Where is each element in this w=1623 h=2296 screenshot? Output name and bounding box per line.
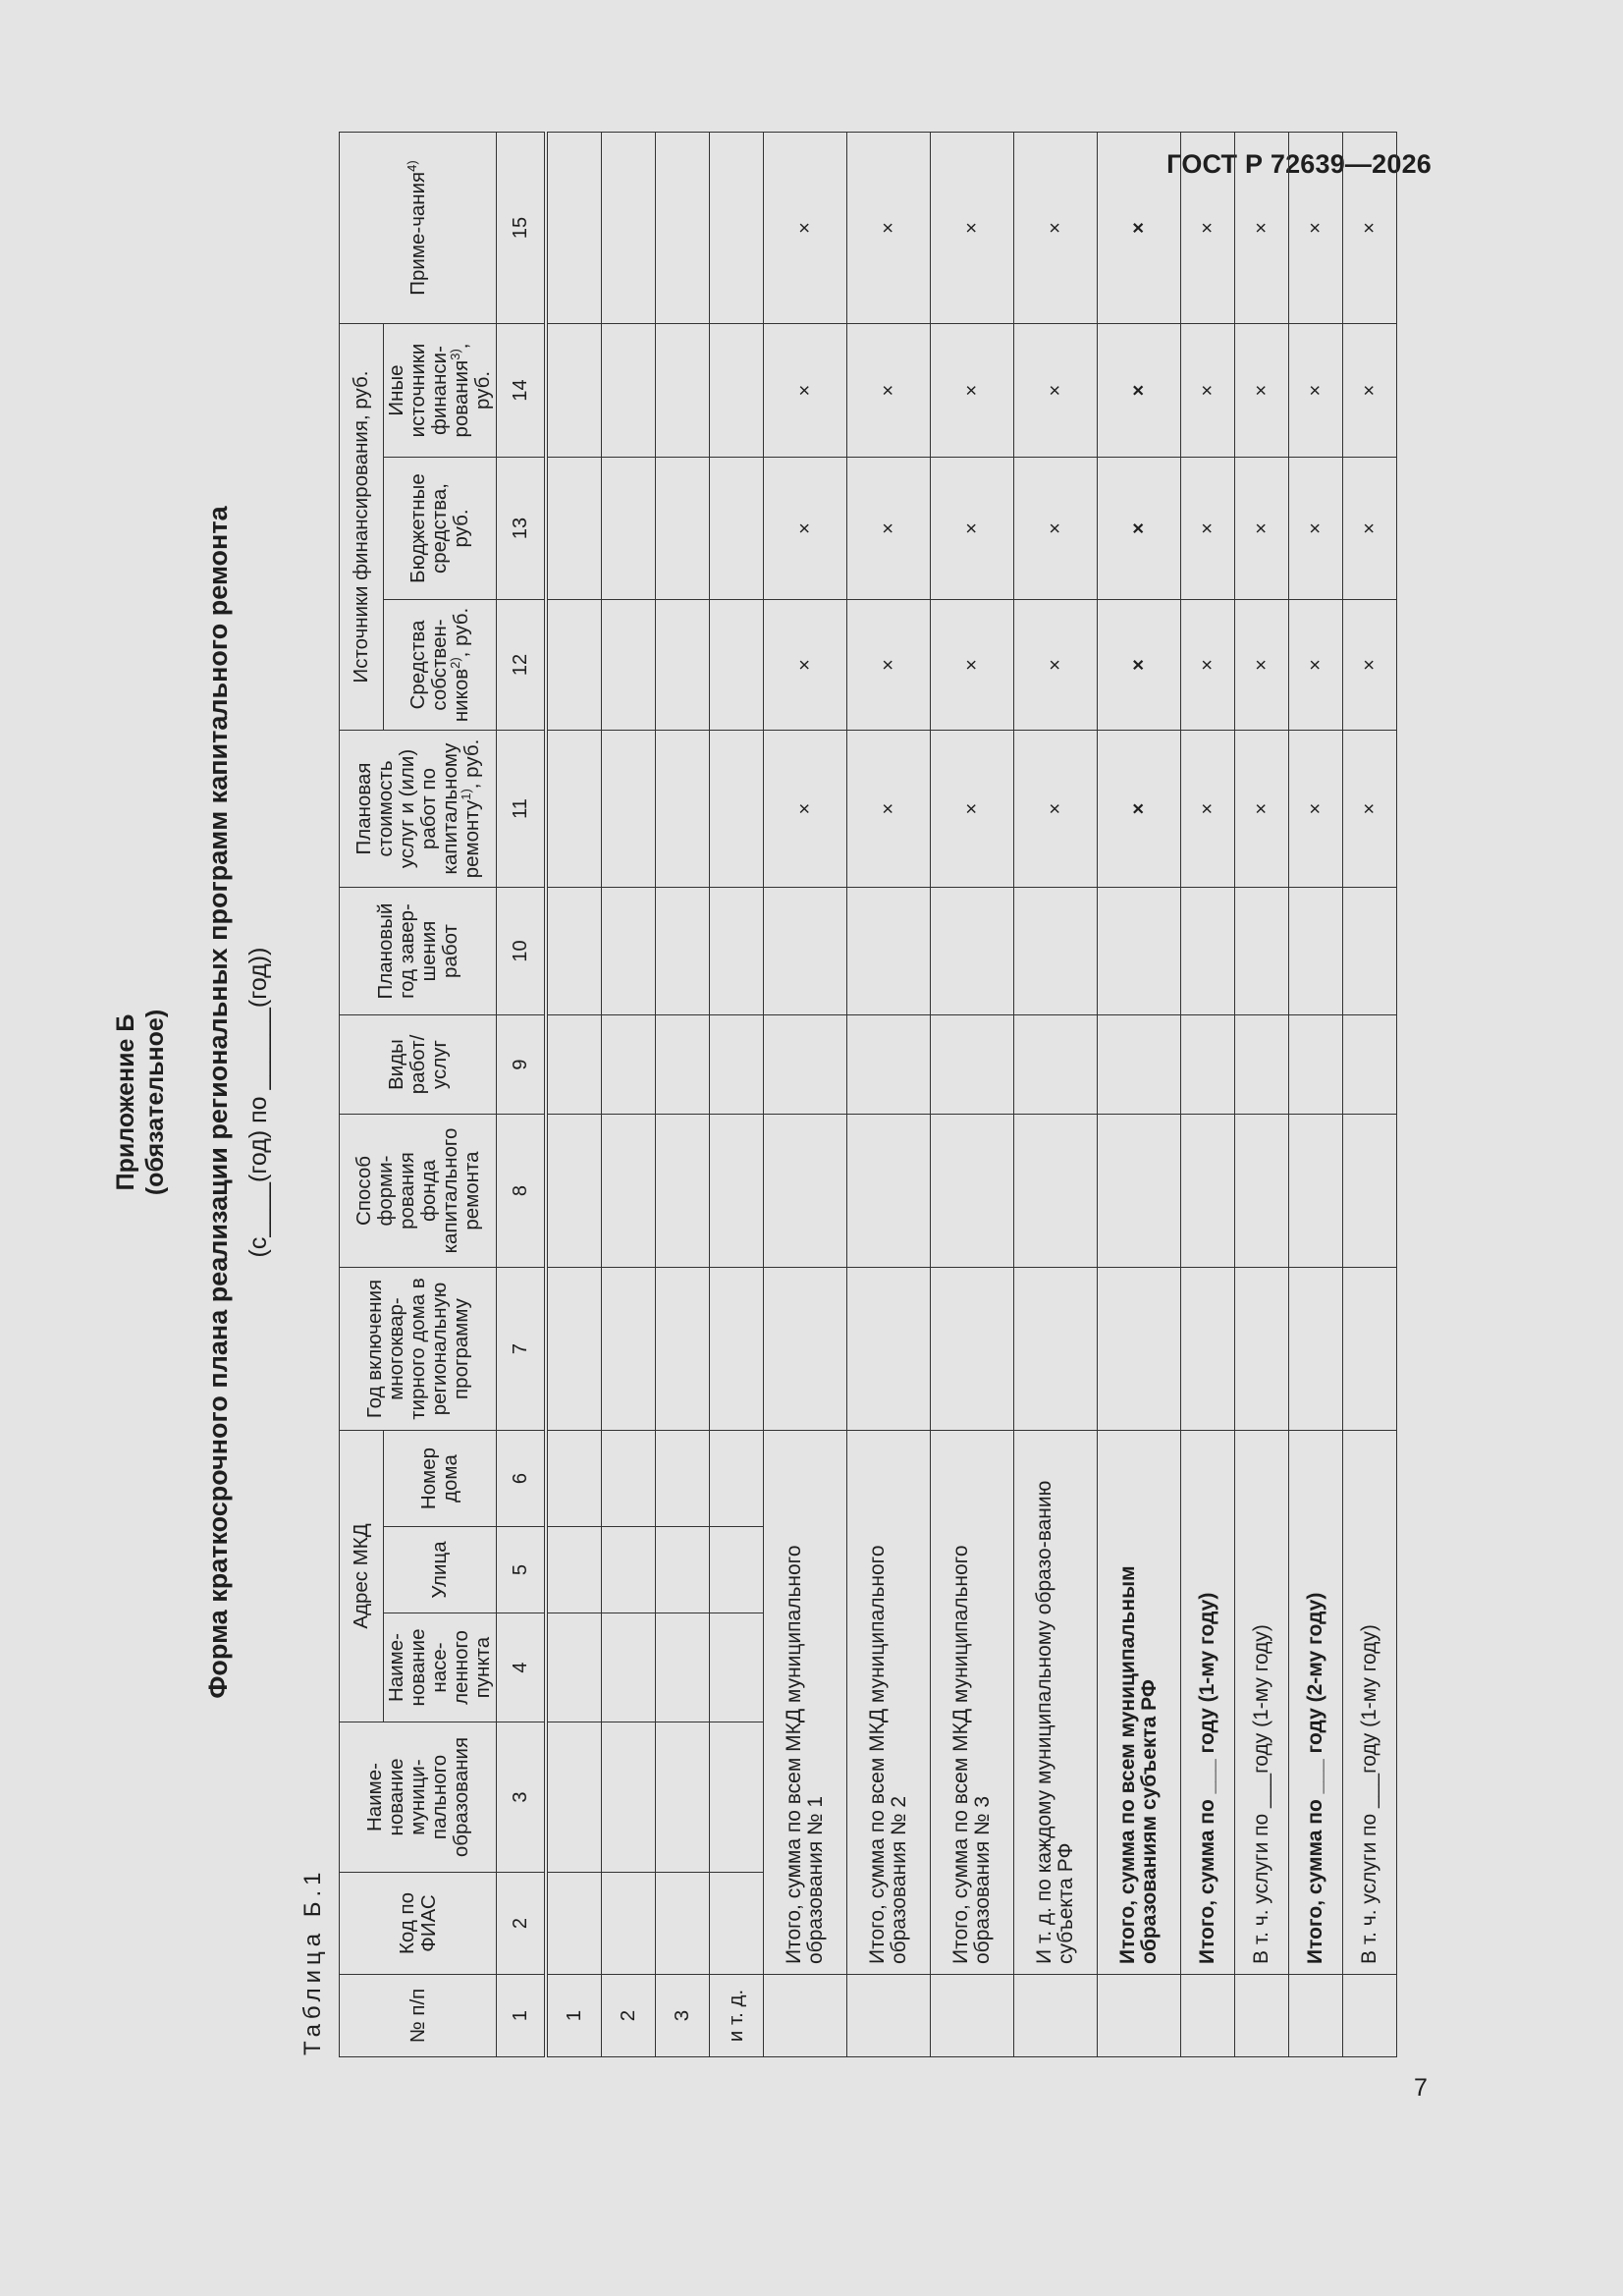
x-mark-cell: × (1289, 324, 1343, 458)
table-cell (931, 1115, 1014, 1268)
table-cell (1014, 1268, 1098, 1431)
table-cell (710, 600, 764, 731)
table-cell (1289, 1268, 1343, 1431)
table-cell (931, 1268, 1014, 1431)
table-cell (710, 1613, 764, 1722)
table-cell (602, 133, 656, 324)
table-cell (710, 1431, 764, 1527)
table-cell (656, 600, 710, 731)
table-cell (546, 731, 602, 888)
row-number-cell (1181, 1975, 1235, 2057)
table-cell (602, 1873, 656, 1975)
header-own-funds: Средства собствен-ников$^{2)}$, руб. (384, 600, 497, 731)
table-cell (656, 731, 710, 888)
table-cell (602, 600, 656, 731)
x-mark-cell: × (931, 133, 1014, 324)
table-cell (546, 458, 602, 600)
row-number-cell (1014, 1975, 1098, 2057)
appendix-note: (обязательное) (141, 1009, 169, 1196)
x-mark-cell: × (1343, 324, 1397, 458)
table-cell (1098, 1015, 1181, 1115)
summary-label: Итого, сумма по всем МКД муниципального образования № 2 (847, 1431, 931, 1975)
x-mark-cell: × (764, 600, 847, 731)
row-number-cell (1343, 1975, 1397, 2057)
x-mark-cell: × (847, 458, 931, 600)
table-cell (931, 888, 1014, 1015)
table-cell (602, 1115, 656, 1268)
table-cell (1181, 888, 1235, 1015)
row-number-cell (931, 1975, 1014, 2057)
x-mark-cell: × (1014, 458, 1098, 600)
table-cell (1235, 1015, 1289, 1115)
x-mark-cell: × (1014, 324, 1098, 458)
x-mark-cell: × (1235, 458, 1289, 600)
x-mark-cell: × (1343, 600, 1397, 731)
header-work-types: Виды работ/ услуг (340, 1015, 497, 1115)
table-cell (710, 458, 764, 600)
column-number-cell: 8 (497, 1115, 547, 1268)
table-row (710, 133, 764, 2057)
table-cell (1014, 1015, 1098, 1115)
column-number-cell: 3 (497, 1722, 547, 1873)
table-cell (656, 458, 710, 600)
x-mark-cell: × (1098, 133, 1181, 324)
row-number-cell (1289, 1975, 1343, 2057)
x-mark-cell: × (931, 731, 1014, 888)
header-notes: Приме-чания$^{4)}$ (340, 133, 497, 324)
x-mark-cell: × (1235, 731, 1289, 888)
table-cell (1235, 1268, 1289, 1431)
x-mark-cell: × (931, 458, 1014, 600)
summary-label: Итого, сумма по всем муниципальным образованиям субъекта РФ (1098, 1431, 1181, 1975)
summary-row (847, 133, 931, 2057)
x-mark-cell: × (764, 324, 847, 458)
summary-label: В т. ч. услуги по ___году (1-му году) (1343, 1431, 1397, 1975)
summary-label: Итого, сумма по всем МКД муниципального образования № 1 (764, 1431, 847, 1975)
table-cell (602, 731, 656, 888)
x-mark-cell: × (1014, 600, 1098, 731)
column-number-cell: 14 (497, 324, 547, 458)
table-cell (546, 1873, 602, 1975)
table-cell (546, 1115, 602, 1268)
x-mark-cell: × (847, 731, 931, 888)
table-cell (1014, 1115, 1098, 1268)
summary-label: Итого, сумма по ___ году (2-му году) (1289, 1431, 1343, 1975)
summary-row (1343, 133, 1397, 2057)
header-other: Иные источники финанси-рования$^{3)}$, руб. (384, 324, 497, 458)
x-mark-cell: × (764, 133, 847, 324)
table-cell (656, 1613, 710, 1722)
table-label: Таблица Б.1 (299, 1867, 326, 2055)
table-cell (656, 324, 710, 458)
table-cell (1235, 1115, 1289, 1268)
table-cell (710, 731, 764, 888)
rotated-content (103, 147, 1424, 2057)
summary-row (1098, 133, 1181, 2057)
plan-table (339, 132, 1397, 2057)
table-cell (656, 1873, 710, 1975)
table-cell (656, 1722, 710, 1873)
form-title: Форма краткосрочного плана реализации региональных программ капитального ремонта (203, 506, 233, 1699)
x-mark-cell: × (931, 324, 1014, 458)
x-mark-cell: × (1098, 458, 1181, 600)
header-street: Улица (384, 1527, 497, 1613)
table-cell (710, 1015, 764, 1115)
x-mark-cell: × (1343, 458, 1397, 600)
x-mark-cell: × (847, 324, 931, 458)
column-number-cell: 7 (497, 1268, 547, 1431)
table-cell (710, 324, 764, 458)
column-number-cell: 6 (497, 1431, 547, 1527)
table-cell (1343, 888, 1397, 1015)
table-cell (602, 888, 656, 1015)
x-mark-cell: × (1014, 731, 1098, 888)
header-plan-cost: Плановая стоимость услуг и (или) работ по капитальному ремонту$^{1)}$, руб. (340, 731, 497, 888)
table-cell (710, 1115, 764, 1268)
table-cell (546, 888, 602, 1015)
table-cell (710, 888, 764, 1015)
table-body (497, 133, 1397, 2057)
table-cell (1289, 1115, 1343, 1268)
x-mark-cell: × (1343, 133, 1397, 324)
table-cell (602, 1431, 656, 1527)
summary-row (1181, 133, 1235, 2057)
table-cell (602, 1722, 656, 1873)
header-settlement: Наиме-нование насе-ленного пункта (384, 1613, 497, 1722)
row-number-cell (847, 1975, 931, 2057)
header-year-included: Год включения многоквар-тирного дома в региональную программу (340, 1268, 497, 1431)
header-address-group: Адрес МКД (340, 1431, 384, 1722)
standard-designation: ГОСТ Р 72639—2026 (1166, 149, 1432, 179)
x-mark-cell: × (1289, 458, 1343, 600)
header-finance-group: Источники финансирования, руб. (340, 324, 384, 731)
x-mark-cell: × (1014, 133, 1098, 324)
summary-label: В т. ч. услуги по ___году (1-му году) (1235, 1431, 1289, 1975)
table-cell (602, 1268, 656, 1431)
table-cell (546, 1722, 602, 1873)
x-mark-cell: × (1181, 324, 1235, 458)
table-cell (546, 600, 602, 731)
table-cell (546, 1015, 602, 1115)
x-mark-cell: × (1098, 600, 1181, 731)
page-number: 7 (1414, 2074, 1428, 2102)
column-number-cell: 1 (497, 1975, 547, 2057)
header-budget: Бюджетные средства, руб. (384, 458, 497, 600)
row-number-cell (764, 1975, 847, 2057)
table-cell (656, 888, 710, 1015)
row-number-cell: 1 (546, 1975, 602, 2057)
summary-label: И т. д. по каждому муниципальному образо-ванию субъекта РФ (1014, 1431, 1098, 1975)
table-cell (710, 1268, 764, 1431)
x-mark-cell: × (847, 600, 931, 731)
table-cell (546, 324, 602, 458)
x-mark-cell: × (1343, 731, 1397, 888)
table-cell (847, 1115, 931, 1268)
table-cell (1181, 1115, 1235, 1268)
table-cell (656, 1527, 710, 1613)
table-cell (656, 1115, 710, 1268)
x-mark-cell: × (1289, 133, 1343, 324)
column-number-cell: 5 (497, 1527, 547, 1613)
header-municipality: Наиме-нование муници-пального образования (340, 1722, 497, 1873)
table-cell (602, 324, 656, 458)
table-cell (656, 1268, 710, 1431)
table-cell (710, 1527, 764, 1613)
header-fund-method: Способ форми-рования фонда капитального ремонта (340, 1115, 497, 1268)
x-mark-cell: × (1098, 731, 1181, 888)
row-number-cell: 2 (602, 1975, 656, 2057)
table-cell (847, 888, 931, 1015)
summary-label: Итого, сумма по всем МКД муниципального образования № 3 (931, 1431, 1014, 1975)
table-cell (1014, 888, 1098, 1015)
x-mark-cell: × (1235, 324, 1289, 458)
table-row (602, 133, 656, 2057)
table-cell (847, 1268, 931, 1431)
summary-row (931, 133, 1014, 2057)
table-cell (1098, 1268, 1181, 1431)
table-cell (656, 1431, 710, 1527)
row-number-cell (1098, 1975, 1181, 2057)
table-row (656, 133, 710, 2057)
column-number-row (497, 133, 547, 2057)
row-number-cell (1235, 1975, 1289, 2057)
row-number-cell: 3 (656, 1975, 710, 2057)
header-house: Номер дома (384, 1431, 497, 1527)
x-mark-cell: × (1181, 458, 1235, 600)
table-cell (710, 133, 764, 324)
table-cell (1098, 1115, 1181, 1268)
table-cell (710, 1722, 764, 1873)
table-cell (656, 133, 710, 324)
summary-row (764, 133, 847, 2057)
summary-row (1014, 133, 1098, 2057)
form-period: (с____(год) по ______(год)) (244, 947, 272, 1258)
x-mark-cell: × (1289, 731, 1343, 888)
x-mark-cell: × (1289, 600, 1343, 731)
summary-label: Итого, сумма по ___ году (1-му году) (1181, 1431, 1235, 1975)
table-cell (1343, 1015, 1397, 1115)
column-number-cell: 11 (497, 731, 547, 888)
table-cell (847, 1015, 931, 1115)
column-number-cell: 10 (497, 888, 547, 1015)
x-mark-cell: × (1181, 600, 1235, 731)
header-plan-year: Плановый год завер-шения работ (340, 888, 497, 1015)
x-mark-cell: × (1181, 133, 1235, 324)
column-number-cell: 4 (497, 1613, 547, 1722)
table-cell (546, 1268, 602, 1431)
table-cell (546, 133, 602, 324)
x-mark-cell: × (1235, 133, 1289, 324)
table-cell (546, 1613, 602, 1722)
table-cell (764, 1268, 847, 1431)
table-cell (1181, 1268, 1235, 1431)
x-mark-cell: × (764, 458, 847, 600)
appendix-heading (103, 147, 170, 2057)
table-cell (1098, 888, 1181, 1015)
summary-row (1289, 133, 1343, 2057)
appendix-title: Приложение Б (112, 1013, 139, 1191)
table-cell (764, 1015, 847, 1115)
table-cell (1343, 1115, 1397, 1268)
table-cell (546, 1431, 602, 1527)
column-number-cell: 2 (497, 1873, 547, 1975)
column-number-cell: 12 (497, 600, 547, 731)
table-cell (931, 1015, 1014, 1115)
landscape-page (103, 147, 1424, 2057)
column-number-cell: 13 (497, 458, 547, 600)
table-cell (710, 1873, 764, 1975)
table-cell (656, 1015, 710, 1115)
table-cell (1289, 1015, 1343, 1115)
column-number-cell: 15 (497, 133, 547, 324)
summary-row (1235, 133, 1289, 2057)
table-cell (1181, 1015, 1235, 1115)
table-cell (764, 888, 847, 1015)
column-number-cell: 9 (497, 1015, 547, 1115)
table-cell (602, 1527, 656, 1613)
table-cell (546, 1527, 602, 1613)
table-cell (1235, 888, 1289, 1015)
table-cell (602, 1613, 656, 1722)
x-mark-cell: × (1235, 600, 1289, 731)
table-cell (1289, 888, 1343, 1015)
row-number-cell: и т. д. (710, 1975, 764, 2057)
x-mark-cell: × (931, 600, 1014, 731)
x-mark-cell: × (1098, 324, 1181, 458)
x-mark-cell: × (1181, 731, 1235, 888)
table-cell (602, 1015, 656, 1115)
x-mark-cell: × (847, 133, 931, 324)
table-cell (1343, 1268, 1397, 1431)
table-cell (764, 1115, 847, 1268)
header-fias: Код по ФИАС (340, 1873, 497, 1975)
table-cell (602, 458, 656, 600)
header-num: № п/п (340, 1975, 497, 2057)
table-row (546, 133, 602, 2057)
x-mark-cell: × (764, 731, 847, 888)
